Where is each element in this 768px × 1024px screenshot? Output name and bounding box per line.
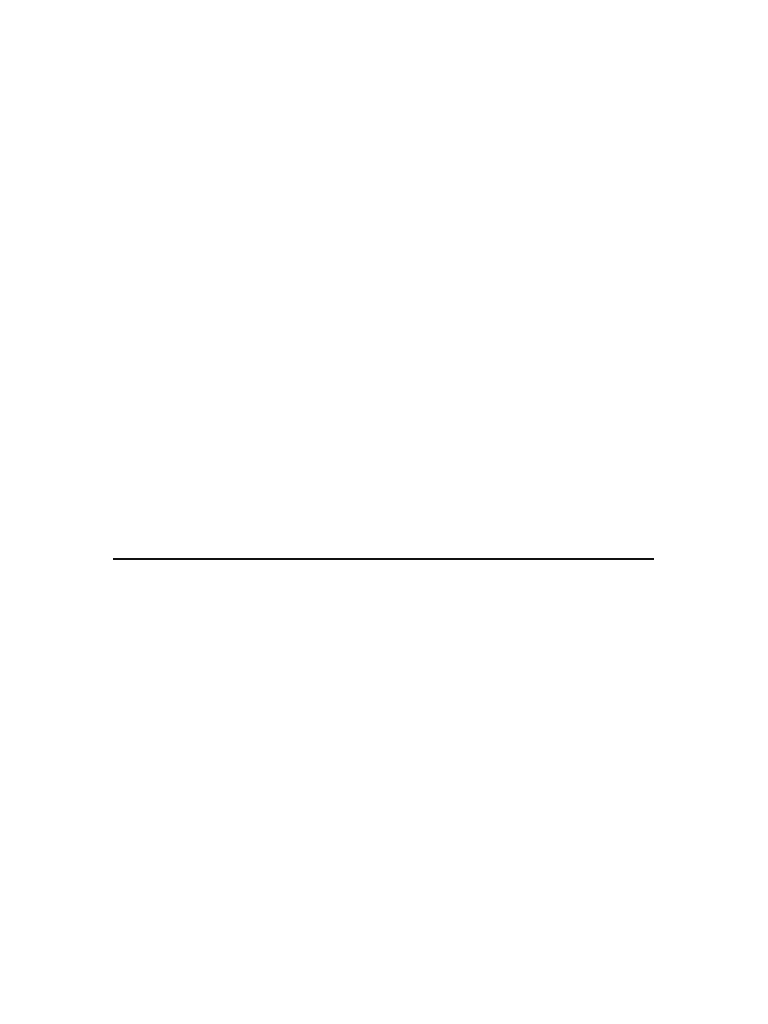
section-divider bbox=[113, 558, 654, 560]
